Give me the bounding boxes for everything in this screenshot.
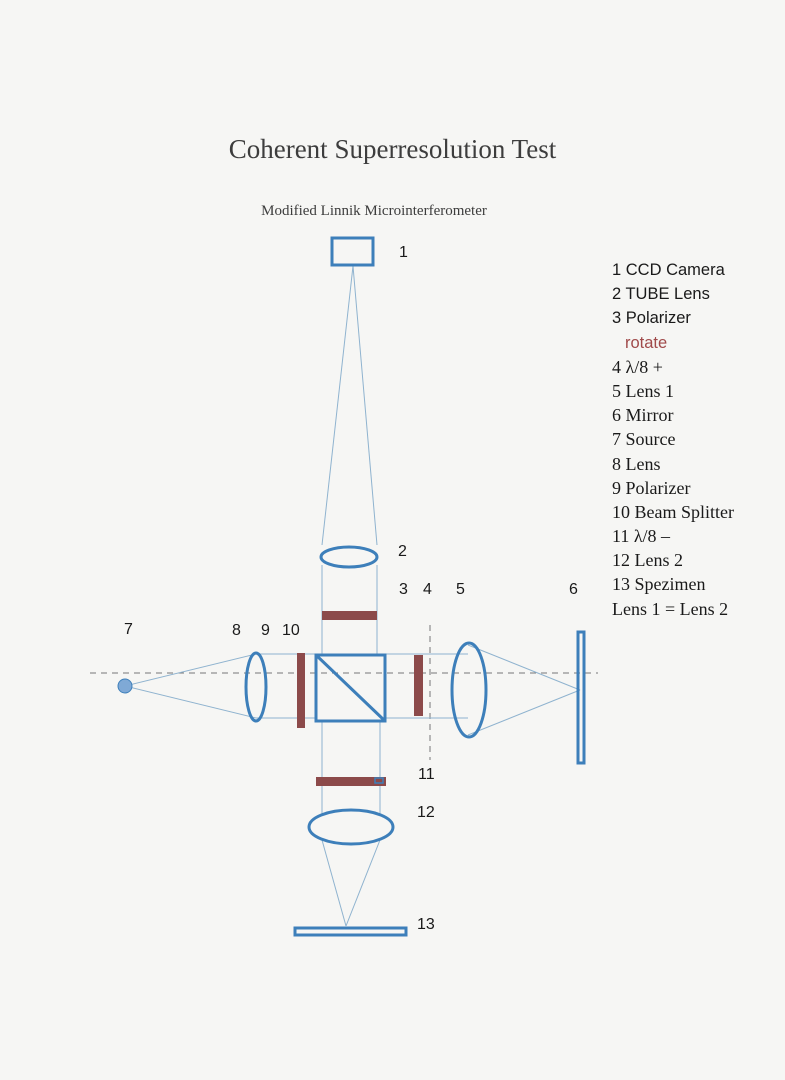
label-7: 7 [124,621,133,638]
legend-item: 4 λ/8 + [612,356,663,377]
label-8: 8 [232,622,241,639]
tube-lens [321,547,377,567]
label-3: 3 [399,581,408,598]
legend-item: 7 Source [612,429,676,450]
legend-item: 8 Lens [612,453,661,474]
ccd-camera [332,238,373,265]
legend-item: 6 Mirror [612,405,674,426]
label-11: 11 [418,766,435,783]
legend-item: 11 λ/8 – [612,526,671,547]
legend-item: 1 CCD Camera [612,261,725,279]
legend-item-rotate: rotate [625,333,668,352]
page-title: Coherent Superresolution Test [228,134,557,164]
beam-paths [125,266,580,926]
legend-item: 12 Lens 2 [612,550,683,571]
label-5: 5 [456,581,465,598]
legend-item: 2 TUBE Lens [612,285,710,304]
page-subtitle: Modified Linnik Microinterferometer [261,203,487,219]
legend-item: 5 Lens 1 [612,380,674,401]
label-2: 2 [398,543,407,560]
legend-item: 3 Polarizer [612,309,691,328]
component-legend [612,258,782,621]
lens-8 [246,653,266,721]
label-4: 4 [423,581,432,598]
label-10: 10 [282,622,300,639]
lens-1 [452,643,486,737]
beam-splitter-diagonal [316,655,385,721]
legend-item: 10 Beam Splitter [612,501,734,522]
polarizer-3 [322,611,377,620]
polarizer-9 [297,653,305,728]
legend-item: 9 Polarizer [612,477,691,498]
label-1: 1 [399,244,408,261]
lens-2 [309,810,393,844]
legend-item: 13 Spezimen [612,574,706,595]
label-9: 9 [261,622,270,639]
label-13: 13 [417,916,435,933]
waveplate-4 [414,655,423,716]
specimen [295,928,406,935]
label-12: 12 [417,804,435,821]
light-source [118,679,132,693]
label-6: 6 [569,581,578,598]
mirror [578,632,584,763]
legend-item: Lens 1 = Lens 2 [612,598,729,619]
